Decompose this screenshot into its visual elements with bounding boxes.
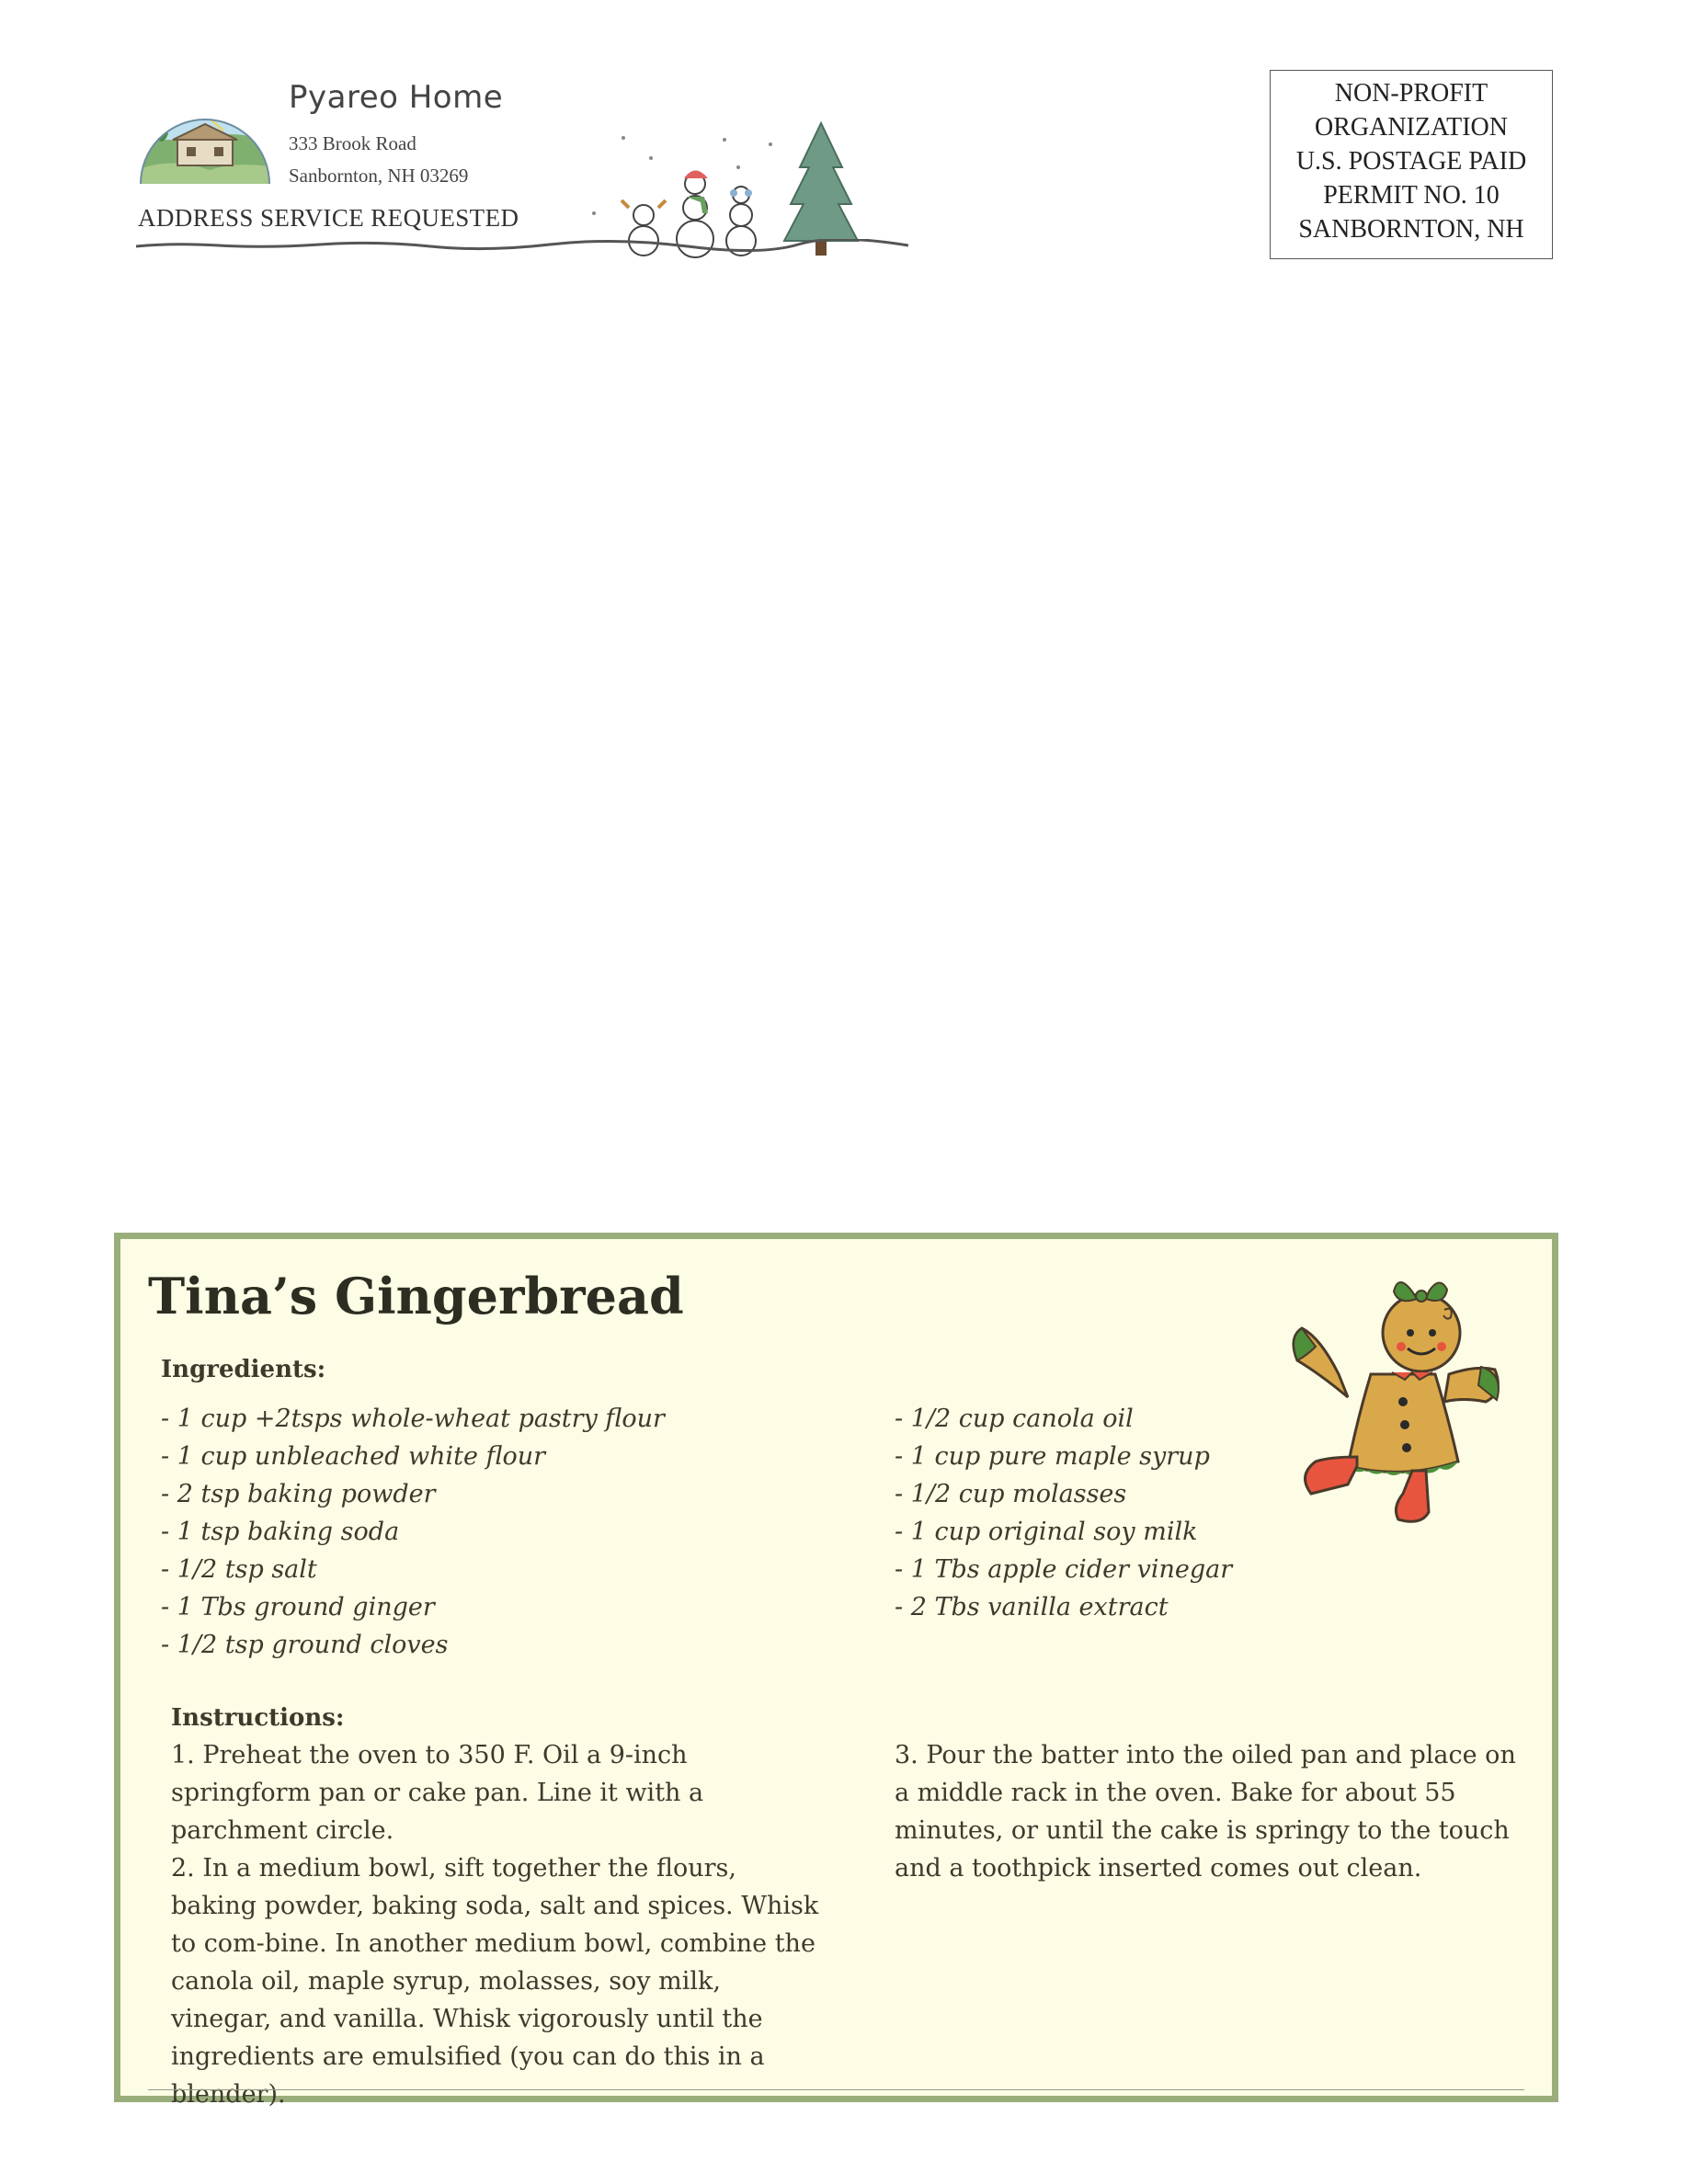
ingredient-item: - 2 tsp baking powder <box>161 1480 436 1508</box>
instruction-step-1: 1. Preheat the oven to 350 F. Oil a 9-inch springform pan or cake pan. Line it with a parchment circle. <box>171 1741 704 1845</box>
address-street: 333 Brook Road <box>289 132 416 154</box>
instruction-step-3: 3. Pour the batter into the oiled pan and place on a middle rack in the oven. Bake for about 55 minutes, or until the cake is springy to the touch and a toothpick inserted comes out clean. <box>895 1741 1516 1883</box>
ingredients-heading: Ingredients: <box>161 1356 326 1383</box>
ingredient-item: - 2 Tbs vanilla extract <box>895 1593 1169 1621</box>
ingredient-item: - 1/2 cup molasses <box>895 1480 1127 1508</box>
organization-name: Pyareo Home <box>289 79 504 116</box>
ingredient-item: - 1/2 cup canola oil <box>895 1405 1134 1433</box>
ingredient-item: - 1/2 tsp ground cloves <box>161 1631 449 1659</box>
postage-line: SANBORNTON, NH <box>1298 215 1524 244</box>
address-service-line: ADDRESS SERVICE REQUESTED <box>138 204 519 232</box>
instruction-step-2: 2. In a medium bowl, sift together the flours, baking powder, baking soda, salt and spices. Whisk to com-bine. In another medium bowl, combine the canola oil, maple syrup, molasses, soy milk, vinegar, and vanilla. Whisk vigorously until the ingredients are emulsified (you can do this in a blender). <box>171 1854 819 2109</box>
recipe-card <box>114 1233 1558 2109</box>
ingredient-item: - 1 Tbs apple cider vinegar <box>895 1555 1233 1584</box>
postage-line: PERMIT NO. 10 <box>1323 181 1500 210</box>
address-city: Sanbornton, NH 03269 <box>289 165 469 187</box>
instructions-right-column <box>895 1736 1520 1887</box>
instructions-heading: Instructions: <box>171 1704 345 1732</box>
postage-indicia <box>1270 70 1553 259</box>
ingredient-item: - 1 cup unbleached white flour <box>161 1442 546 1471</box>
instructions-left-column <box>171 1736 824 2113</box>
gingerbread-girl-icon <box>1283 1264 1513 1530</box>
ingredients-list-right <box>895 1400 1232 1626</box>
ingredient-item: - 1 Tbs ground ginger <box>161 1593 435 1621</box>
mailing-header <box>136 75 908 259</box>
ingredient-item: - 1 cup +2tsps whole-wheat pastry flour <box>161 1405 665 1433</box>
card-divider <box>148 2089 1524 2090</box>
house-landscape-logo-icon <box>136 83 274 193</box>
snowmen-tree-decoration-icon <box>587 112 918 259</box>
postage-line: ORGANIZATION <box>1315 113 1508 142</box>
ground-line <box>136 239 908 252</box>
ingredient-item: - 1/2 tsp salt <box>161 1555 317 1584</box>
ingredient-item: - 1 cup original soy milk <box>895 1518 1198 1546</box>
ingredients-list-left <box>161 1400 665 1664</box>
postage-line: NON-PROFIT <box>1334 79 1488 108</box>
recipe-title: Tina’s Gingerbread <box>148 1267 684 1325</box>
ingredient-item: - 1 cup pure maple syrup <box>895 1442 1210 1471</box>
postage-line: U.S. POSTAGE PAID <box>1295 147 1527 176</box>
ingredient-item: - 1 tsp baking soda <box>161 1518 400 1546</box>
